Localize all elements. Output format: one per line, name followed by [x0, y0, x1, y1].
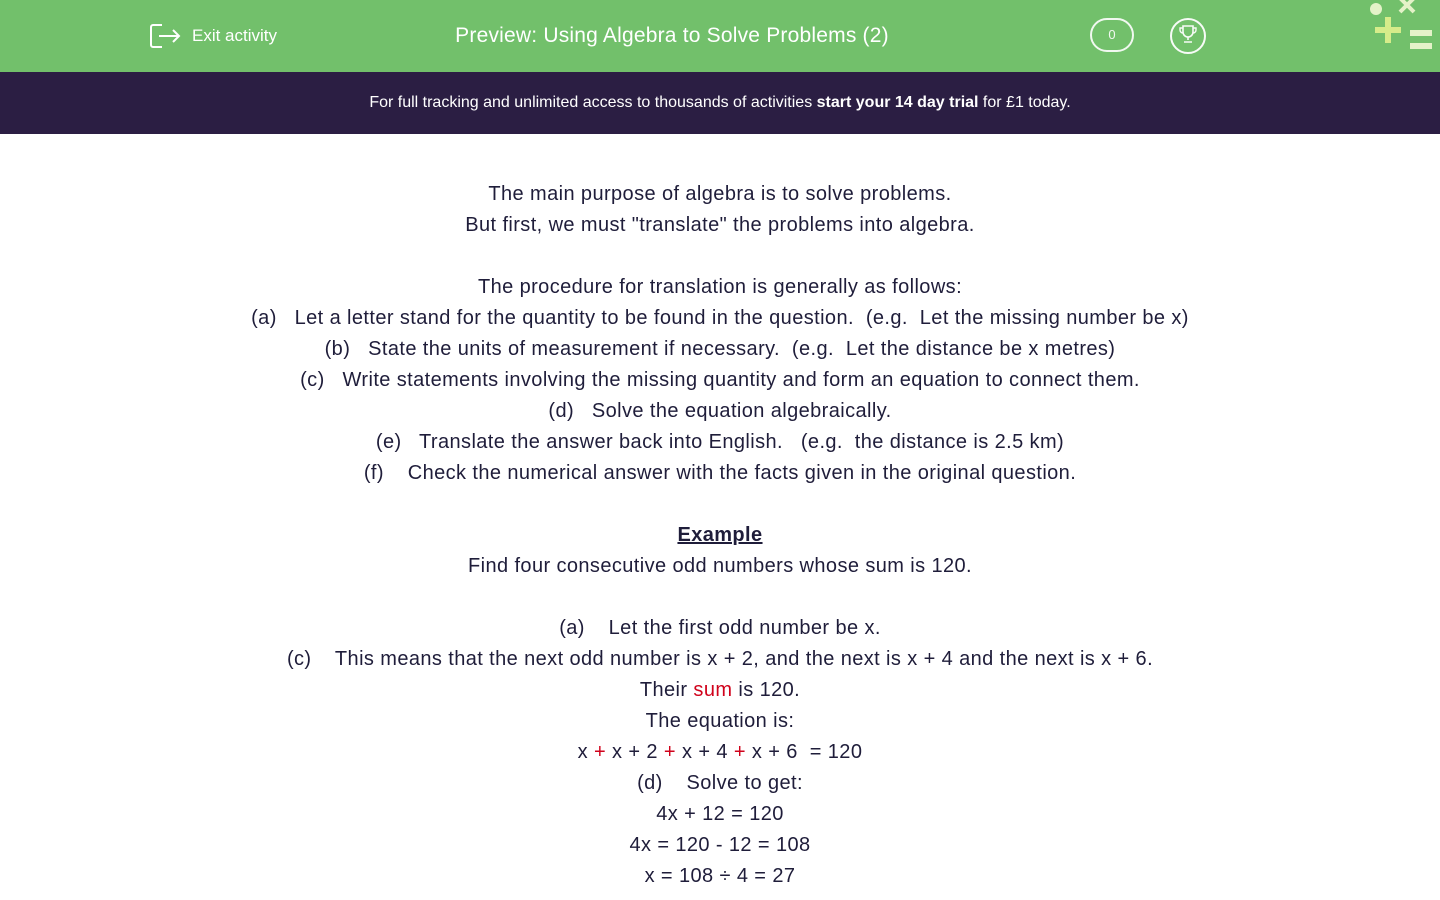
example-question: Find four consecutive odd numbers whose sum is 120. [468, 555, 972, 577]
trial-link[interactable]: start your 14 day trial [816, 94, 979, 111]
banner-text-end: for £1 today. [978, 94, 1071, 111]
equation-line [0, 737, 1440, 768]
work-line-1: 4x + 12 = 120 [656, 803, 784, 825]
exit-activity-button[interactable] [148, 20, 277, 52]
activity-content [0, 179, 1440, 892]
equation-plus: + [593, 741, 607, 763]
plus-minus-times-logo [1366, 0, 1440, 60]
trial-banner [0, 72, 1440, 134]
step-f: (f) Check the numerical answer with the facts given in the original question. [363, 462, 1077, 484]
exit-icon [148, 21, 182, 51]
equation-plus: + [663, 741, 677, 763]
intro-line-1: The main purpose of algebra is to solve problems. [488, 183, 952, 205]
step-e: (e) Translate the answer back into English. (e.g. the distance is 2.5 km) [375, 431, 1065, 453]
equation-label: The equation is: [645, 710, 795, 732]
sum-line [0, 675, 1440, 706]
solution-a: (a) Let the first odd number be x. [559, 617, 881, 639]
site-logo[interactable] [1366, 0, 1440, 65]
equation-term: x + 6 = 120 [745, 741, 863, 763]
page-title: Preview: Using Algebra to Solve Problems (2) [455, 24, 889, 47]
example-heading: Example [677, 524, 763, 546]
step-b: (b) State the units of measurement if necessary. (e.g. Let the distance be x metres) [324, 338, 1116, 360]
work-line-3: x = 108 ÷ 4 = 27 [644, 865, 796, 887]
top-bar [0, 0, 1440, 72]
step-c: (c) Write statements involving the missing quantity and form an equation to connect them. [300, 369, 1140, 391]
intro-line-2: But first, we must "translate" the problems into algebra. [465, 214, 975, 236]
equation-term: x + 4 [676, 741, 734, 763]
sum-after: is 120. [732, 679, 801, 701]
banner-text: For full tracking and unlimited access to thousands of activities [369, 94, 817, 111]
work-line-2: 4x = 120 - 12 = 108 [629, 834, 811, 856]
sum-highlight: sum [693, 679, 733, 701]
procedure-intro: The procedure for translation is generally as follows: [477, 276, 963, 298]
solution-c: (c) This means that the next odd number is x + 2, and the next is x + 4 and the next is x + 6. [286, 648, 1154, 670]
score-badge: 0 [1090, 18, 1134, 52]
trophy-icon [1177, 23, 1199, 50]
equation-term: x + 2 [606, 741, 664, 763]
step-d: (d) Solve the equation algebraically. [548, 400, 892, 422]
trophy-button[interactable] [1170, 18, 1206, 54]
sum-before: Their [639, 679, 694, 701]
equation-term: x [577, 741, 594, 763]
exit-activity-label: Exit activity [192, 26, 278, 45]
step-a: (a) Let a letter stand for the quantity to be found in the question. (e.g. Let the missing number be x) [251, 307, 1189, 329]
solution-d: (d) Solve to get: [637, 772, 803, 794]
equation-plus: + [733, 741, 746, 763]
